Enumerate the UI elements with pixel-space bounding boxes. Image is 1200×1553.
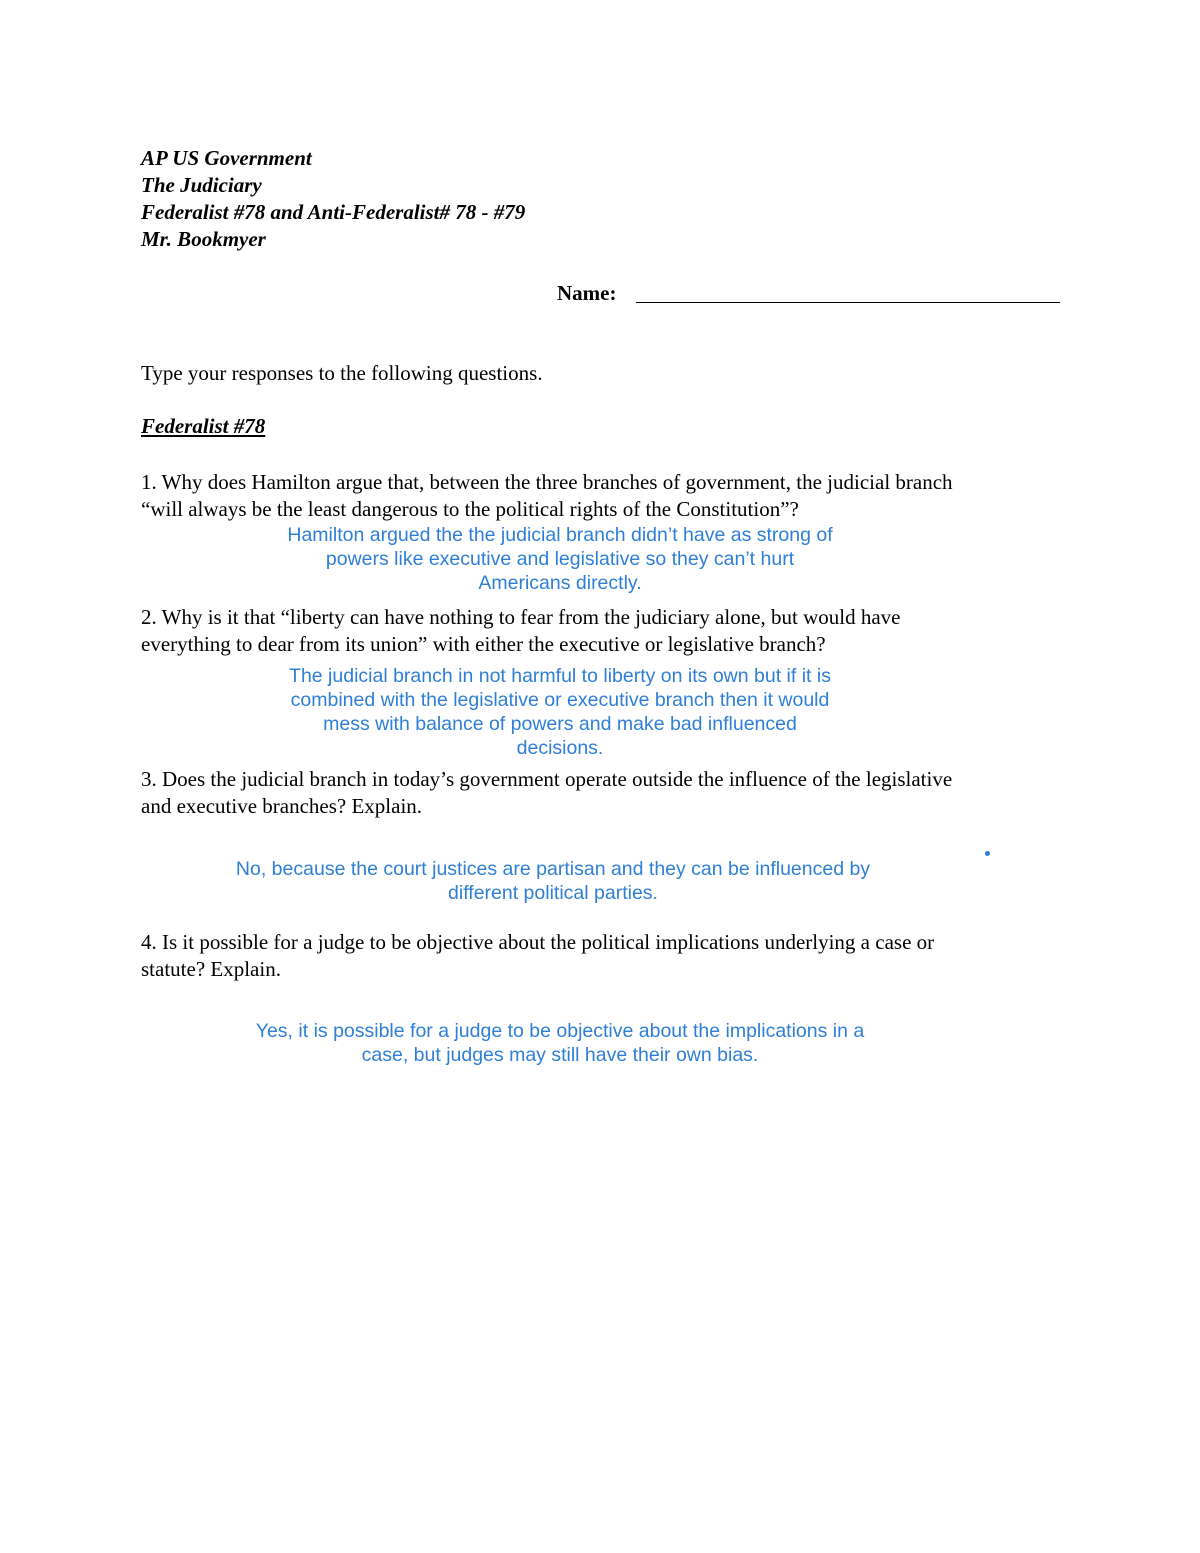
- question-line: 2. Why is it that “liberty can have nothing to fear from the judiciary alone, but would have: [141, 605, 901, 629]
- section-heading: Federalist #78: [141, 414, 266, 438]
- question-line: and executive branches? Explain.: [141, 794, 423, 818]
- unit-title: The Judiciary: [141, 173, 262, 197]
- answer-3[interactable]: [193, 857, 913, 905]
- reading-title: Federalist #78 and Anti-Federalist# 78 - #79: [141, 200, 526, 224]
- answer-line: combined with the legislative or executive branch then it would: [290, 689, 830, 711]
- answer-line: No, because the court justices are partisan and they can be influenced by: [235, 858, 871, 880]
- answer-line: Americans directly.: [478, 572, 642, 594]
- answer-line: Hamilton argued the the judicial branch didn’t have as strong of: [287, 524, 833, 546]
- question-line: 4. Is it possible for a judge to be objective about the political implications underlying a case or: [141, 930, 935, 954]
- question-3: [141, 766, 1061, 820]
- question-4: [141, 929, 1061, 983]
- question-1: [141, 469, 1061, 523]
- question-line: 3. Does the judicial branch in today’s government operate outside the influence of the legislative: [141, 767, 953, 791]
- course-title: AP US Government: [141, 146, 312, 170]
- question-line: 1. Why does Hamilton argue that, between the three branches of government, the judicial branch: [141, 470, 953, 494]
- question-2: [141, 604, 1061, 658]
- answer-line: case, but judges may still have their own bias.: [361, 1044, 759, 1066]
- bullet-dot-icon: [985, 851, 990, 856]
- answer-4[interactable]: [200, 1019, 920, 1067]
- teacher-name: Mr. Bookmyer: [141, 227, 266, 251]
- question-line: statute? Explain.: [141, 957, 281, 981]
- name-label: Name:: [557, 281, 617, 305]
- answer-1[interactable]: [200, 523, 920, 595]
- question-line: “will always be the least dangerous to the political rights of the Constitution”?: [141, 497, 799, 521]
- answer-2[interactable]: [200, 664, 920, 760]
- answer-line: different political parties.: [448, 882, 658, 904]
- answer-line: decisions.: [516, 737, 604, 759]
- name-field-row: [557, 281, 1062, 311]
- instructions-text: Type your responses to the following questions.: [141, 361, 543, 385]
- answer-line: powers like executive and legislative so they can’t hurt: [325, 548, 795, 570]
- question-line: everything to dear from its union” with either the executive or legislative branch?: [141, 632, 826, 656]
- answer-line: The judicial branch in not harmful to liberty on its own but if it is: [289, 665, 831, 687]
- name-input-line[interactable]: [636, 302, 1060, 303]
- document-header: [141, 145, 525, 253]
- answer-line: Yes, it is possible for a judge to be objective about the implications in a: [255, 1020, 865, 1042]
- answer-line: mess with balance of powers and make bad influenced: [323, 713, 797, 735]
